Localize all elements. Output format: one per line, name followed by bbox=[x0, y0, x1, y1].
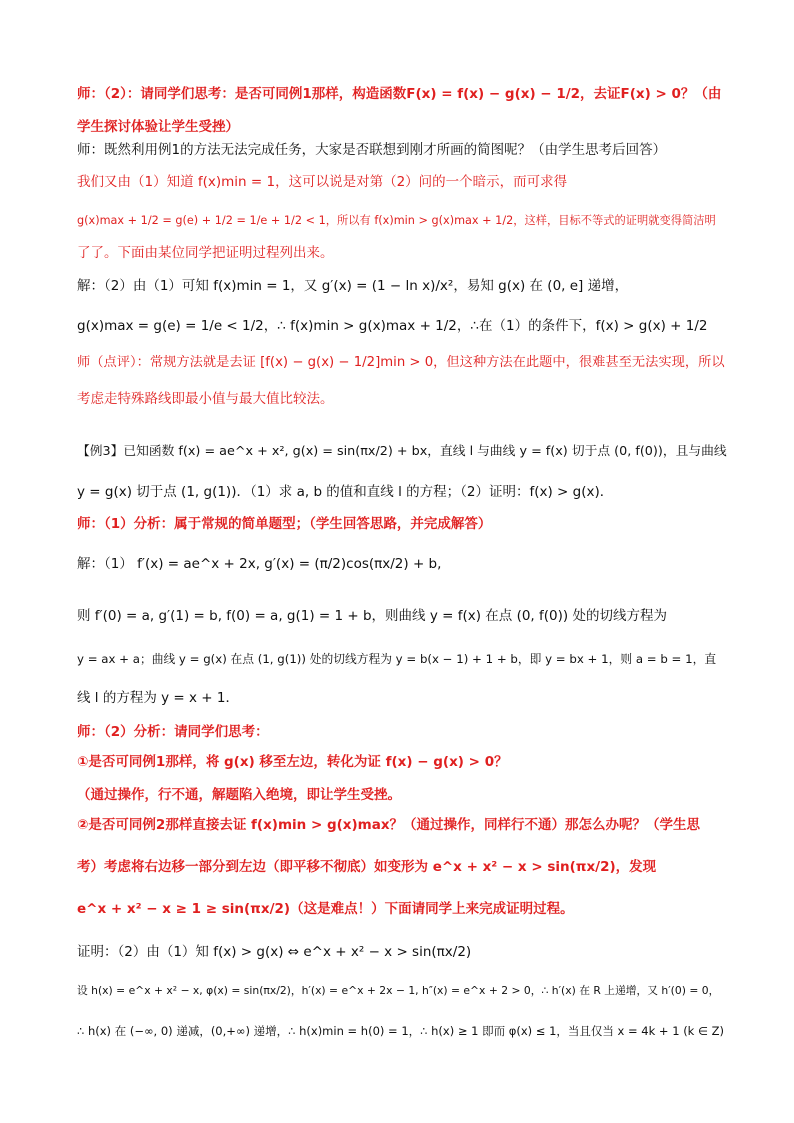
analysis-part2-q2-cont: 考）考虑将右边移一部分到左边（即平移不彻底）如变形为 e^x + x² − x > sin(πx/2)，发现 bbox=[77, 859, 657, 875]
solution-line-1: 解：（2）由（1）可知 f(x)min = 1，又 g′(x) = (1 − ln x)/x²，易知 g(x) 在 (0, e] 递增， bbox=[77, 278, 629, 294]
analysis-line-1: 我们又由（1）知道 f(x)min = 1，这可以说是对第（2）问的一个暗示，而可求得 bbox=[77, 174, 568, 190]
teacher-question-line-2: 学生探讨体验让学生受挫） bbox=[77, 119, 239, 135]
teacher-question-line-1: 师：（2）：请同学们思考：是否可同例1那样，构造函数F(x) = f(x) − g(x) − 1/2，去证F(x) > 0？（由 bbox=[77, 86, 722, 102]
teacher-hint-line: 师：既然利用例1的方法无法完成任务，大家是否联想到刚才所画的简图呢？（由学生思考后回答） bbox=[77, 142, 667, 158]
proof-line-2: 设 h(x) = e^x + x² − x, φ(x) = sin(πx/2)，h′(x) = e^x + 2x − 1, h″(x) = e^x + 2 > 0，∴ h′(x) 在 R 上递增，又 h′(0) = 0， bbox=[77, 984, 720, 997]
solution-part1-line-2: 则 f′(0) = a, g′(1) = b, f(0) = a, g(1) = 1 + b，则曲线 y = f(x) 在点 (0, f(0)) 处的切线方程为 bbox=[77, 608, 667, 624]
analysis-part2-q1: ①是否可同例1那样，将 g(x) 移至左边，转化为证 f(x) − g(x) > 0？ bbox=[77, 754, 508, 770]
example3-line-2: y = g(x) 切于点 (1, g(1))．（1）求 a, b 的值和直线 l 的方程；（2）证明：f(x) > g(x)． bbox=[77, 484, 614, 500]
analysis-part2-q1-note: （通过操作，行不通，解题陷入绝境，即让学生受挫。 bbox=[77, 787, 401, 803]
solution-part1-line-3: y = ax + a；曲线 y = g(x) 在点 (1, g(1)) 处的切线方程为 y = b(x − 1) + 1 + b，即 y = bx + 1，则 a = b = 1，直 bbox=[77, 652, 717, 666]
solution-part1-line-4: 线 l 的方程为 y = x + 1． bbox=[77, 690, 239, 706]
analysis-line-2: g(x)max + 1/2 = g(e) + 1/2 = 1/e + 1/2 < 1，所以有 f(x)min > g(x)max + 1/2，这样，目标不等式的证明就变得简洁明 bbox=[77, 214, 716, 227]
solution-line-2: g(x)max = g(e) = 1/e < 1/2，∴ f(x)min > g(x)max + 1/2，∴在（1）的条件下，f(x) > g(x) + 1/2 bbox=[77, 318, 708, 334]
comment-line-2: 考虑走特殊路线即最小值与最大值比较法。 bbox=[77, 391, 334, 407]
analysis-part1-line: 师：（1）分析：属于常规的简单题型；（学生回答思路，并完成解答） bbox=[77, 516, 492, 532]
analysis-line-3: 了了。下面由某位同学把证明过程列出来。 bbox=[77, 245, 334, 261]
proof-line-1: 证明：（2）由（1）知 f(x) > g(x) ⇔ e^x + x² − x > sin(πx/2) bbox=[77, 944, 472, 960]
proof-line-3: ∴ h(x) 在 (−∞, 0) 递减，(0,+∞) 递增，∴ h(x)min = h(0) = 1，∴ h(x) ≥ 1 即而 φ(x) ≤ 1，当且仅当 x = 4k + 1 (k ∈ Z) bbox=[77, 1024, 725, 1038]
solution-part1-line-1: 解：（1） f′(x) = ae^x + 2x, g′(x) = (π/2)cos(πx/2) + b, bbox=[77, 556, 442, 572]
analysis-part2-key: e^x + x² − x ≥ 1 ≥ sin(πx/2)（这是难点！）下面请同学上来完成证明过程。 bbox=[77, 901, 574, 917]
comment-line-1: 师（点评）：常规方法就是去证 [f(x) − g(x) − 1/2]min > 0，但这种方法在此题中，很难甚至无法实现，所以 bbox=[77, 355, 725, 370]
analysis-part2-q2: ②是否可同例2那样直接去证 f(x)min > g(x)max？（通过操作，同样行不通）那怎么办呢？（学生思 bbox=[77, 817, 701, 833]
example3-line-1: 【例3】已知函数 f(x) = ae^x + x², g(x) = sin(πx/2) + bx，直线 l 与曲线 y = f(x) 切于点 (0, f(0))，且与曲线 bbox=[77, 444, 727, 459]
analysis-part2-title: 师：（2）分析：请同学们思考： bbox=[77, 724, 269, 740]
